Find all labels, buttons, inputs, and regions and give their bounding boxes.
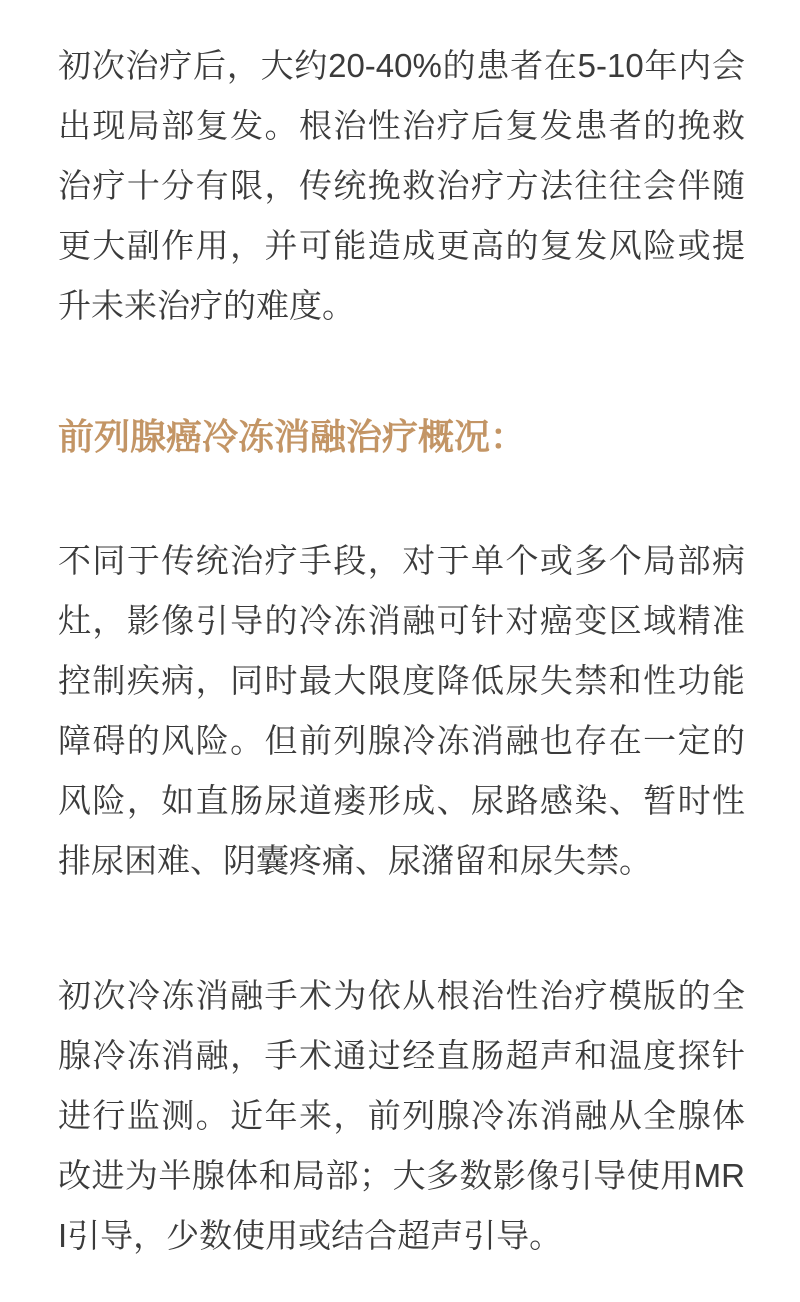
paragraph-cryoablation-benefits-risks: 不同于传统治疗手段，对于单个或多个局部病灶，影像引导的冷冻消融可针对癌变区域精准控制疾病，同时最大限度降低尿失禁和性功能障碍的风险。但前列腺冷冻消融也存在一定的风险，如直肠尿道瘘形成、尿路感染、暂时性排尿困难、阴囊疼痛、尿潴留和尿失禁。 (58, 542, 745, 879)
paragraph-initial-procedure: 初次冷冻消融手术为依从根治性治疗模版的全腺冷冻消融，手术通过经直肠超声和温度探针进行监测。近年来，前列腺冷冻消融从全腺体改进为半腺体和局部；大多数影像引导使用MRI引导，少数使用或结合超声引导。 (58, 977, 745, 1254)
section-heading-cryoablation-overview: 前列腺癌冷冻消融治疗概况： (58, 417, 527, 457)
paragraph-recurrence-risk: 初次治疗后，大约20-40%的患者在5-10年内会出现局部复发。根治性治疗后复发患者的挽救治疗十分有限，传统挽救治疗方法往往会伴随更大副作用，并可能造成更高的复发风险或提升未来治疗的难度。 (58, 47, 745, 324)
